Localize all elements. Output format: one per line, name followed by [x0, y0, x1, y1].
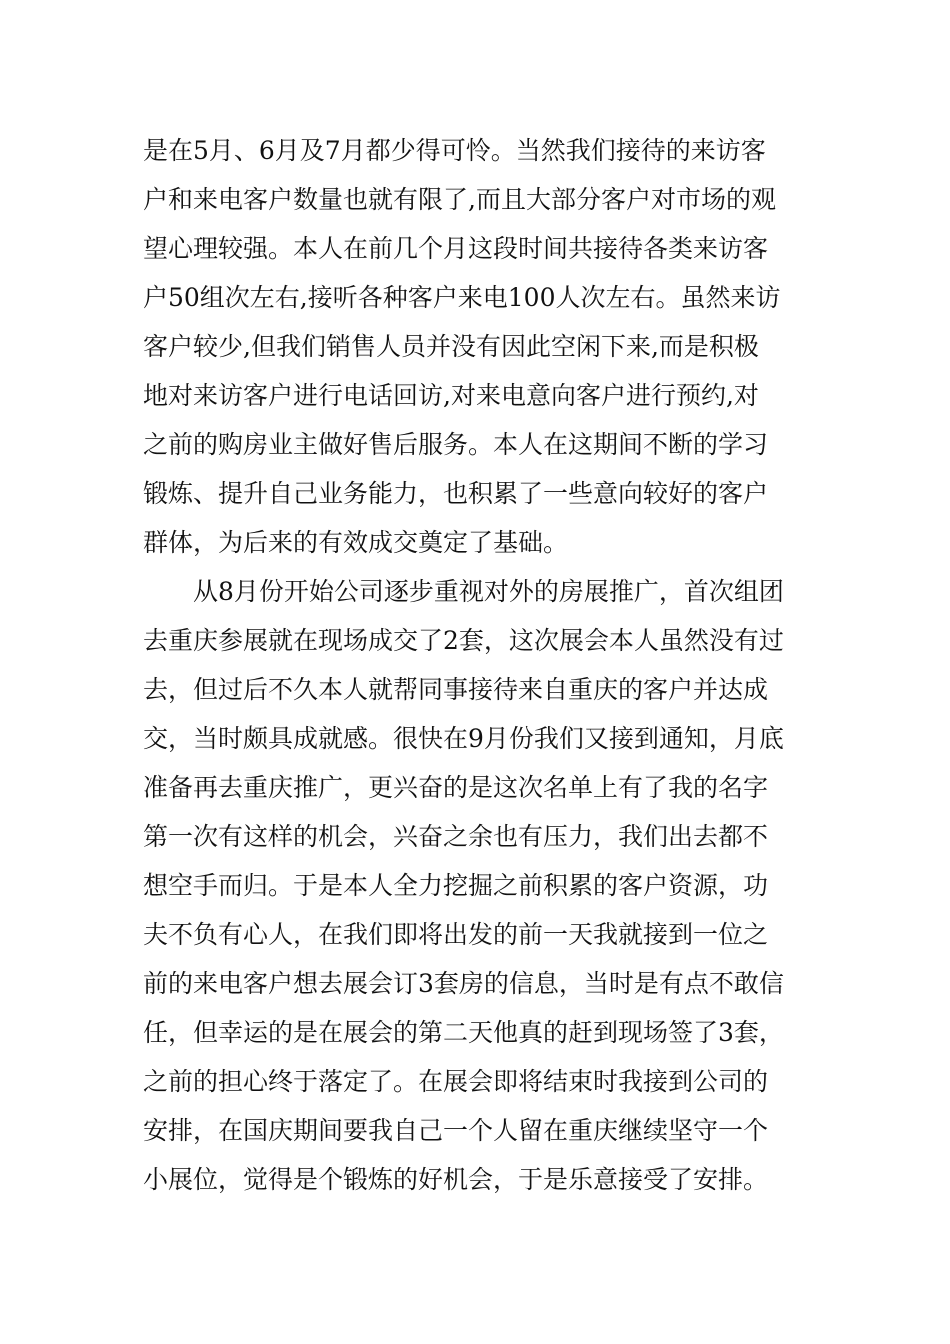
text-line: 户和来电客户数量也就有限了,而且大部分客户对市场的观: [143, 185, 776, 214]
paragraph-1: [143, 126, 809, 567]
text-line: 任，但幸运的是在展会的第二天他真的赶到现场签了3套，: [143, 1018, 784, 1047]
text-line: 夫不负有心人，在我们即将出发的前一天我就接到一位之: [143, 920, 769, 949]
text-line: 之前的担心终于落定了。在展会即将结束时我接到公司的: [143, 1067, 769, 1096]
text-line: 之前的购房业主做好售后服务。本人在这期间不断的学习: [143, 430, 769, 459]
text-line: 地对来访客户进行电话回访,对来电意向客户进行预约,对: [143, 381, 759, 410]
text-line: 前的来电客户想去展会订3套房的信息，当时是有点不敢信: [143, 969, 784, 998]
text-line: 从8月份开始公司逐步重视对外的房展推广，首次组团: [193, 577, 784, 606]
text-line: 客户较少,但我们销售人员并没有因此空闲下来,而是积极: [143, 332, 759, 361]
text-line: 望心理较强。本人在前几个月这段时间共接待各类来访客: [143, 234, 769, 263]
text-line: 想空手而归。于是本人全力挖掘之前积累的客户资源，功: [143, 871, 769, 900]
text-line: 去重庆参展就在现场成交了2套，这次展会本人虽然没有过: [143, 626, 784, 655]
text-line: 户50组次左右,接听各种客户来电100人次左右。虽然来访: [143, 283, 781, 312]
paragraph-2: [143, 567, 809, 1204]
text-line: 交，当时颇具成就感。很快在9月份我们又接到通知，月底: [143, 724, 784, 753]
text-line: 去，但过后不久本人就帮同事接待来自重庆的客户并达成: [143, 675, 769, 704]
text-line: 锻炼、提升自己业务能力，也积累了一些意向较好的客户: [143, 479, 769, 508]
text-line: 是在5月、6月及7月都少得可怜。当然我们接待的来访客: [143, 136, 766, 165]
body-text: [143, 126, 809, 1204]
text-line: 准备再去重庆推广，更兴奋的是这次名单上有了我的名字: [143, 773, 769, 802]
text-line: 小展位，觉得是个锻炼的好机会，于是乐意接受了安排。: [143, 1165, 769, 1194]
text-line: 安排，在国庆期间要我自己一个人留在重庆继续坚守一个: [143, 1116, 769, 1145]
text-line: 群体，为后来的有效成交奠定了基础。: [143, 528, 569, 557]
text-line: 第一次有这样的机会，兴奋之余也有压力，我们出去都不: [143, 822, 769, 851]
